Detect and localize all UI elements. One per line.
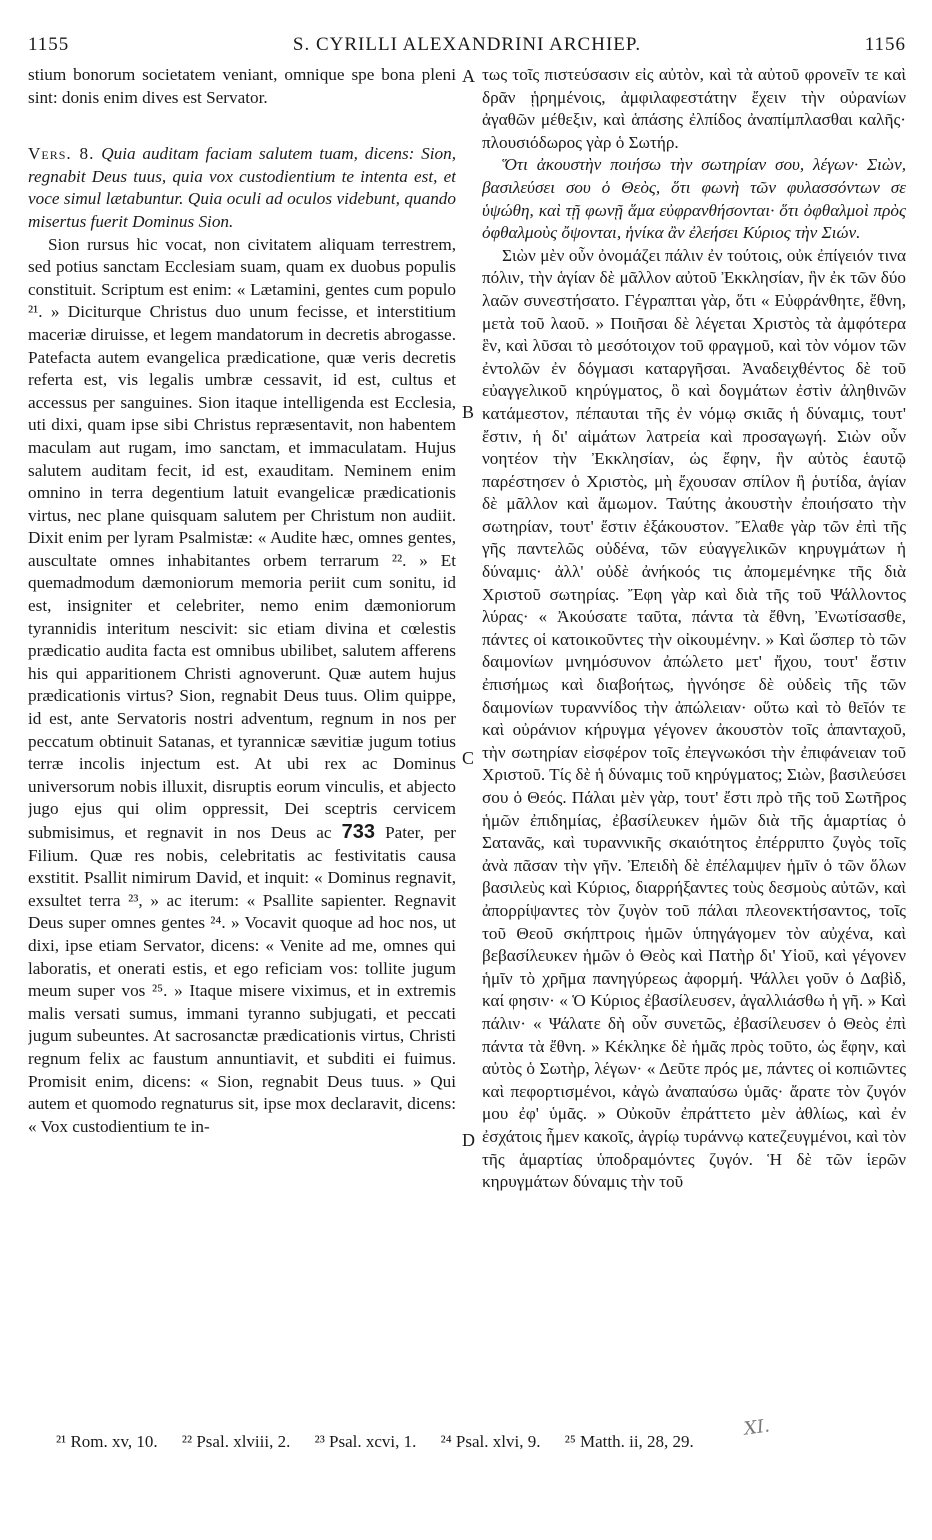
footnote-24: ²⁴ Psal. xlvi, 9. <box>440 1432 541 1451</box>
latin-verse <box>28 143 456 233</box>
latin-paragraph-1: stium bonorum societatem veniant, omnique spe bona pleni sint: donis enim dives est Servator. <box>28 65 456 107</box>
page-header <box>28 34 906 64</box>
page-number-left: 1155 <box>28 34 70 55</box>
latin-commentary-cont: Pater, per Filium. Quæ res nobis, celebritatis ac festivitatis causa exstitit. Psallit nimirum David, et inquit: « Dominus regnavit, exsultet terra ²³, » ac iterum: « Psallite sapienter. Regnavit Deus super omnes gentes ²⁴. » Vocavit quoque ad hoc nos, ut dixi, ipse etiam Servator, dicens: « Venite ad me, omnes qui laboratis, et onerati estis, et ego reficiam vos: tollite jugum meum super vos ²⁵. » Itaque misere viximus, et in extremis malis versati sumus, immani tyranno subjugati, et peccati jugum subeuntes. At sacrosanctæ prædicationis virtus, Christi regnum felix ac faustum annuntiavit, et subditi ei fuimus. Promisit enim, dicens: « Sion, regnabit Deus tuus. » Qui autem et quomodo regnaturus sit, ipse mox declaravit, dicens: « Vox custodientium te in- <box>28 823 456 1136</box>
latin-verse-text: Quia auditam faciam salutem tuam, dicens: Sion, regnabit Deus tuus, quia vox custodientium te intenta est, et voce simul lætabuntur. Quia oculi ad oculos videbunt, quando misertus fuerit Dominus Sion. <box>28 144 456 231</box>
verse-label: Vers. 8. <box>28 144 95 164</box>
footnote-21: ²¹ Rom. xv, 10. <box>56 1432 158 1451</box>
greek-paragraph-1: τως τοῖς πιστεύσασιν εἰς αὐτὸν, καὶ τὰ αὐτοῦ φρονεῖν τε καὶ δρᾶν ᾑρημένοις, ἀμφιλαφεστάτην ἔχειν τὴν οὐρανίων ἀγαθῶν μέθεξιν, καὶ ἁπάσης ἐλπίδος ἀναπίμπλασθαι καλῆς· πλουσιόδωρος γὰρ ὁ Σωτήρ. <box>482 65 906 152</box>
greek-verse-text: Ὅτι ἀκουστὴν ποιήσω τὴν σωτηρίαν σου, λέγων· Σιὼν, βασιλεύσει σου ὁ Θεὸς, ὅτι φωνὴ τῶν φυλασσόντων σε ὑψώθη, καὶ τῇ φωνῇ ἅμα εὐφρανθήσονται· ὅτι ὀφθαλμοὶ πρὸς ὀφθαλμοὺς ὄψονται, ἡνίκα ἂν ἐλεήσει Κύριος τὴν Σιών. <box>482 155 906 243</box>
latin-commentary <box>28 234 456 1139</box>
margin-letter-d: D <box>462 1130 475 1150</box>
footnote-22: ²² Psal. xlviii, 2. <box>181 1432 291 1451</box>
footnote-25: ²⁵ Matth. ii, 28, 29. <box>564 1432 694 1451</box>
footnote-23: ²³ Psal. xcvi, 1. <box>314 1432 417 1451</box>
handwritten-mark: XI. <box>742 1415 771 1440</box>
running-title: S. CYRILLI ALEXANDRINI ARCHIEP. <box>292 34 642 55</box>
latin-commentary-text: Sion rursus hic vocat, non civitatem aliquam terrestrem, sed potius sanctam Ecclesiam suam, quam ex duobus populis constituit. Scriptum est enim: « Lætamini, gentes cum populo ²¹. » Diciturque Christus duo unum fecisse, et interstitium maceriæ diruisse, et legem mandatorum in decretis abrogasse. Patefacta autem evangelica prædicatione, quæ veris decretis referta est, vis legalis umbræ cessavit, id est, cultus et accessus per sanguines. Sion itaque intelligenda est Ecclesia, uti dixi, quam ipse sibi Christus repræsentavit, non habentem maculam aut rugam, imo sanctam, et immaculatam. Hujus salutem auditam fecit, id est, exauditam. Neminem enim omnino in terra degentium latuit evangelicæ prædicationis virtus, nec plane quisquam salutem per Christum non audiit. Dixit enim per lyram Psalmistæ: « Audite hæc, omnes gentes, auscultate omnes inhabitantes orbem terrarum ²². » Et quemadmodum dæmoniorum memoria periit cum sonitu, id est, insigniter et celebriter, nemo enim dæmoniorum tyrannidis interitum nescivit: sic etiam divina et cœlestis prædicatio audita facta est omnibus ubilibet, salutem afferens his qui apparitionem Christi agnoverunt. Quæ autem hujus prædicationis virtus? Sion, regnabit Deus tuus. Olim quippe, id est, ante Servatoris nostri adventum, regnum in nos per peccatum obtinuit Satanas, et tyrannicæ sævitiæ jugum totius terræ incolis injectum est. At ubi rex ac Dominus universorum nobis illuxit, disruptis eorum vinculis, et abjecto jugo ejus qui olim oppressit, Dei sceptris cervicem submisimus, et regnavit in nos Deus ac <box>28 234 456 842</box>
column-marker: 733 <box>341 821 375 843</box>
margin-letter-b: B <box>462 402 475 422</box>
margin-letter-a: A <box>462 66 475 86</box>
greek-commentary: Σιὼν μὲν οὖν ὀνομάζει πάλιν ἐν τούτοις, οὐκ ἐπίγειόν τινα πόλιν, τὴν ἁγίαν δὲ μᾶλλον αὐτοῦ Ἐκκλησίαν, ἣν ἐκ τῶν δύο λαῶν συνεστήσατο. Γέγραπται γὰρ, ὅτι « Εὐφράνθητε, ἔθνη, μετὰ τοῦ λαοῦ. » Ποιῆσαι δὲ λέγεται Χριστὸς τὰ ἀμφότερα ἓν, καὶ λῦσαι τὸ μεσότοιχον τοῦ φραγμοῦ, καὶ τὸν νόμον τῶν ἐντολῶν ἐν δόγμασι καταργῆσαι. Ἀναδειχθέντος δὲ τοῦ εὐαγγελικοῦ κηρύγματος, ὃ καὶ δογμάτων ἐστὶν ἀληθινῶν κατάμεστον, πέπαυται τῆς ἐν νόμῳ σκιᾶς ἡ δύναμις, τουτ' ἔστιν, ἡ δι' αἱμάτων λατρεία καὶ προσαγωγή. Σιὼν οὖν νοητέον τὴν Ἐκκλησίαν, ὡς ἔφην, ἣν αὐτὸς ἑαυτῷ παρέστησεν ὁ Χριστὸς, μὴ ἔχουσαν σπίλον ἢ ῥυτίδα, ἁγίαν δὲ μᾶλλον καὶ ἄμωμον. Ταύτης ἀκουστὴν ἐποιήσατο τὴν σωτηρίαν, τουτ' ἔστιν ἐξάκουστον. Ἔλαθε γὰρ τῶν ἐπὶ τῆς γῆς παντελῶς οὐδένα, τῶν εὐαγγελικῶν κηρυγμάτων ἡ δύναμις· ἀλλ' οὐδὲ ἀνήκοός τις ἀπομεμένηκε τῆς διὰ Χριστοῦ σωτηρίας. Ἔφη γὰρ καὶ διὰ τῆς τοῦ Ψάλλοντος λύρας· « Ἀκούσατε ταῦτα, πάντα τὰ ἔθνη, Ἐνωτίσασθε, πάντες οἱ κατοικοῦντες τὴν οἰκουμένην. » Καὶ ὥσπερ τὸ τῶν δαιμονίων μνημόσυνον ἀπώλετο μετ' ἤχου, τουτ' ἔστιν ἐπισήμως καὶ διαβοήτως, ἠγνόησε δὲ οὐδεὶς τῆς τῶν δαιμονίων τυραννίδος τὴν ἀπώλειαν· οὕτω καὶ τὸ θεῖόν τε καὶ οὐράνιον κήρυγμα γέγονεν ἀκουστὸν τοῖς ἁπανταχοῦ, τὴν σωτηρίαν εἰσφέρον τοῖς ἐπεγνωκόσι τὴν ἐπιφάνειαν τοῦ Χριστοῦ. Τίς δὲ ἡ δύναμις τοῦ κηρύγματος; Σιὼν, βασιλεύσει σου ὁ Θεός. Πάλαι μὲν γὰρ, τουτ' ἔστι πρὸ τῆς τοῦ Σωτῆρος ἡμῶν ἐπιδημίας, ἐβασίλευκεν ἡμῶν διὰ τῆς ἁμαρτίας ὁ Σατανᾶς, καὶ τυραννικῆς σκαιότητος ἐπέρριπτο ζυγὸς τοῖς ἀνὰ πᾶσαν τὴν γῆν. Ἐπειδὴ δὲ ἐπέλαμψεν ἡμῖν ὁ τῶν ὅλων βασιλεὺς καὶ Κύριος, διαρρήξαντες τοὺς δεσμοὺς αὐτῶν, καὶ ἀπορρίψαντες τὸν ζυγὸν τοῦ πάλαι πλεονεκτήσαντος, τοῖς τοῦ Θεοῦ σκήπτροις ἡμῶν ὑπηγάγομεν τὸν αὐχένα, καὶ βεβασίλευκεν ἡμῶν ὁ Θεὸς καὶ Πατὴρ δι' Υἱοῦ, καὶ γέγονεν ἡμῖν τὸ χρῆμα πανηγύρεως ἀφορμή. Ψάλλει γοῦν ὁ Δαβὶδ, καί φησιν· « Ὁ Κύριος ἐβασίλευσεν, ἀγαλλιάσθω ἡ γῆ. » Καὶ πάλιν· « Ψάλατε δὴ οὖν συνετῶς, ἐβασίλευσεν ὁ Θεὸς ἐπὶ πάντα τὰ ἔθνη. » Κέκληκε δὲ ἡμᾶς πρὸς τοῦτο, ὡς ἔφην, καὶ αὐτὸς ὁ Σωτὴρ, λέγων· « Δεῦτε πρός με, πάντες οἱ κοπιῶντες καὶ πεφορτισμένοι, κἀγὼ ἀναπαύσω ὑμᾶς· ἄρατε τὸν ζυγόν μου ἐφ' ὑμᾶς. » Οὐκοῦν ἐπράττετο μὲν ἀθλίως, καὶ ἐν ἐσχάτοις ἦμεν κακοῖς, ἀγρίῳ τυράννῳ κατεζευγμένοι, καὶ τὸν τῆς ἁμαρτίας ὑποδραμόντες ζυγόν. Ἡ δὲ τῶν ἱερῶν κηρυγμάτων δύναμις τὴν τοῦ <box>482 245 906 1192</box>
page-number-right: 1156 <box>864 34 906 55</box>
footnotes <box>56 1432 916 1462</box>
latin-column <box>28 64 456 1404</box>
margin-letter-c: C <box>462 748 475 768</box>
greek-column <box>482 64 906 1404</box>
